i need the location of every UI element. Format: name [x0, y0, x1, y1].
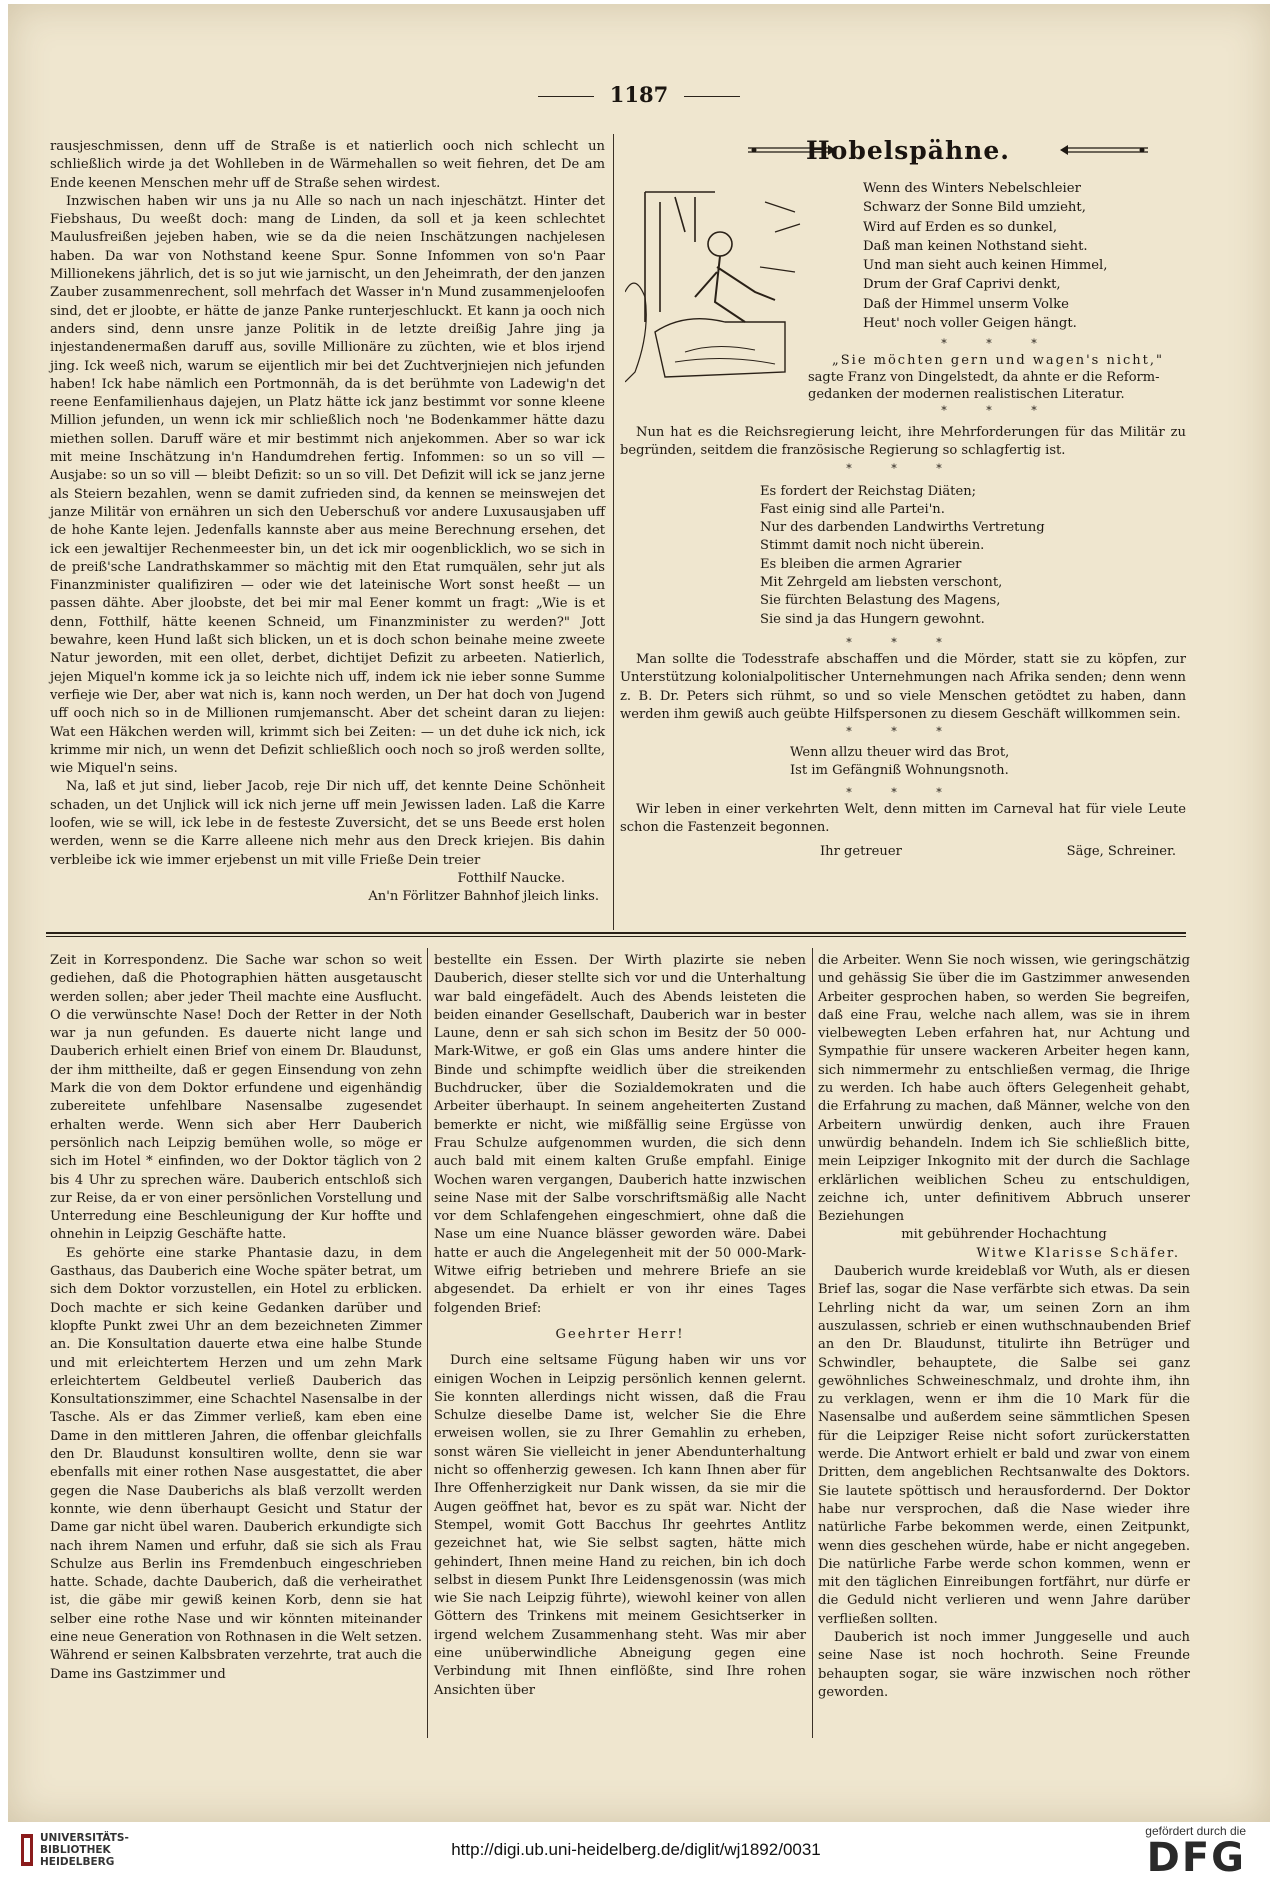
story-column-2	[434, 952, 806, 1700]
letter-address: An'n Förlitzer Bahnhof jleich links.	[368, 889, 599, 905]
section-divider	[46, 932, 1186, 934]
hobel-signature: Säge, Schreiner.	[1066, 844, 1176, 860]
hobel-signature-row	[620, 843, 1186, 861]
poem-line: Ist im Gefängniß Wohnungsnoth.	[790, 763, 1009, 779]
newspaper-page	[8, 4, 1270, 1822]
story-paragraph: Dauberich ist noch immer Junggeselle und auch seine Nase ist noch hochroth. Seine Freunde behaupten sogar, sie wäre inzwischen noch röther geworden.	[818, 1629, 1190, 1700]
story-paragraph: Es gehörte eine starke Phantasie dazu, in dem Gasthaus, das Dauberich eine Woche später betrat, um sich dem Doktor vorzustellen, ein Hotel zu erblicken. Doch machte er sich keine Gedanken darüber und klopfte Punkt zwei Uhr an dem bezeichneten Zimmer an. Die Konsultation dauerte etwa eine halbe Stunde und mit erleichtertem Herzen und um zehn Mark erleichtertem Geldbeutel verließ Dauberich das Konsultationszimmer, eine Schachtel Nasensalbe in der Tasche. Als er das Zimmer verließ, kam eben eine Dame in den mittleren Jahren, die offenbar gleichfalls den Dr. Blaudunst konsultiren wollte, denn sie war ebenfalls mit einer rothen Nase ausgestattet, die aber gegen die Nase Dauberichs als blaß verzollt werden konnte, wie denn überhaupt Gesicht und Statur der Dame gar nicht übel waren. Dauberich erkundigte sich nach ihrem Namen und erfuhr, daß sie sich als Frau Schulze aus Berlin ins Fremdenbuch eingeschrieben hatte. Schade, dachte Dauberich, daß die verheirathet ist, die gäbe mir gewiß keinen Korb, denn sie hat selber eine rothe Nase und wir könnten miteinander eine neue Generation von Rothnasen in die Welt setzen. Während er seinen Kalbsbraten verzehrte, trat auch die Dame ins Gastzimmer und	[50, 1245, 422, 1682]
column-divider	[812, 948, 813, 1738]
poem-line: Es bleiben die armen Agrarier	[760, 556, 962, 572]
separator-asterisks: * * *	[846, 785, 960, 799]
poem-winter	[863, 179, 1107, 333]
hobel-column	[620, 424, 1186, 862]
separator-asterisks: * * *	[941, 404, 1055, 417]
letter-closing: mit gebührender Hochachtung	[901, 1227, 1107, 1243]
story-column-3	[818, 952, 1190, 1702]
letter-salutation: Geehrter Herr!	[555, 1326, 685, 1342]
hobel-paragraph: Man sollte die Todesstrafe abschaffen und die Mörder, statt sie zu köpfen, zur Unterstützung kolonialpolitischer Unternehmungen nach Afrika senden; denn wenn z. B. Dr. Peters sich rühmt, so und so viele Menschen getödtet zu haben, dann werden ihm gewiß auch geübte Hilfspersonen zu diesem Geschäft willkommen sein.	[620, 651, 1186, 722]
quote-attribution: sagte Franz von Dingelstedt, da ahnte er die Reform-	[808, 370, 1160, 385]
story-paragraph: bestellte ein Essen. Der Wirth plazirte sie neben Dauberich, dieser stellte sich vor und die Unterhaltung war bald eingefädelt. Auch des Abends leisteten die beiden einander Gesellschaft, Dauberich war in bester Laune, denn er sah sich schon im Besitz der 50 000-Mark-Witwe, er goß ein Glas ums andere hinter die Binde und schimpfte weidlich über die streikenden Buchdrucker, über die Sozialdemokraten und die Arbeiter überhaupt. In seinem angeheiterten Zustand bemerkte er nicht, wie mißfällig seine Ergüsse von Frau Schulze aufgenommen wurden, die sich denn auch bald mit einem kalten Gruße empfahl. Einige Wochen waren vergangen, Dauberich hatte inzwischen seine Nase mit der Salbe vorschriftsmäßig alle Nacht vor dem Schlafengehen eingeschmiert, ohne daß die Nase um eine Nuance blässer geworden wäre. Dabei hatte er auch die Angelegenheit mit der 50 000-Mark-Witwe eifrig betrieben und mehrere Briefe an sie abgesendet. Da erhielt er von ihr eines Tages folgenden Brief:	[434, 953, 806, 1316]
source-url[interactable]: http://digi.ub.uni-heidelberg.de/diglit/wj1892/0031	[451, 1840, 821, 1859]
section-title: Hobelspähne.	[806, 136, 1010, 165]
poem-line: Schwarz der Sonne Bild umzieht,	[863, 200, 1086, 216]
letter-signature: Witwe Klarisse Schäfer.	[976, 1245, 1180, 1261]
poem-line: Wenn des Winters Nebelschleier	[863, 181, 1081, 196]
quote-block	[808, 336, 1188, 419]
footer-bar	[0, 1822, 1272, 1881]
carpenter-illustration	[625, 172, 805, 400]
quote-text: „Sie möchten gern und wagen's nicht,"	[832, 353, 1164, 368]
page-number: 1187	[8, 82, 1270, 107]
letter-paragraph: rausjeschmissen, denn uff de Straße is et natierlich ooch nich schlecht un schließlich wirde ja det Wohlleben in de Wärmehallen so weit fiehren, det De am Ende keenen Menschen mehr uff de Straße sehen wirdest.	[50, 139, 605, 191]
funding-note: gefördert durch die	[1145, 1824, 1246, 1838]
poem-line: Und man sieht auch keinen Himmel,	[863, 258, 1108, 274]
letter-paragraph: Na, laß et jut sind, lieber Jacob, reje Dir nich uff, det kennte Deine Schönheit schaden, un det Unjlick will ick nich jerne uff mein Jewissen laden. Laß die Karre loofen, wie se will, ick lebe in de festeste Zuversicht, det se uns Beede erst holen werden, wenn se die Karre alleene nich mehr aus den Dreck kriejen. Bis dahin verbleibe ick wie immer erjebenst un mit ville Frieße Dein treier	[50, 779, 605, 868]
poem-line: Es fordert der Reichstag Diäten;	[760, 483, 977, 499]
poem-line: Drum der Graf Caprivi denkt,	[863, 277, 1061, 293]
ornament-right-icon	[1058, 143, 1148, 157]
poem-line: Fast einig sind alle Partei'n.	[760, 501, 945, 517]
story-paragraph: Dauberich wurde kreideblaß vor Wuth, als er diesen Brief las, sogar die Nase verfärbte sich etwas. Da sein Lehrling nicht da war, um seinen Zorn an ihm auszulassen, schrieb er einen wuthschnaubenden Brief an den Dr. Blaudunst, titulirte ihn Betrüger und Schwindler, behauptete, die Salbe sei ganz gewöhnliches Schweineschmalz, und drohte ihm, ihn zu verklagen, wenn er ihm die 10 Mark für die Nasensalbe und außerdem seine sämmtlichen Spesen für die Leipziger Reise nicht sofort zurückerstatten werde. Die Antwort erhielt er bald und zwar von einem Dritten, dem angeblichen Rechtsanwalte des Doktors. Sie lautete spöttisch und herausfordernd. Der Doktor habe nur versprochen, daß die Nase wieder ihre natürliche Farbe bekommen werde, einen Zeitpunkt, wenn dies geschehen würde, habe er nicht angegeben. Die natürliche Farbe werde schon kommen, wenn er mit den täglichen Einreibungen fortfährt, nur dürfe er die Geduld nicht verlieren und wenn Jahre darüber verfließen sollten.	[818, 1264, 1190, 1627]
separator-asterisks: * * *	[846, 725, 960, 739]
poem-line: Sie sind ja das Hungern gewohnt.	[760, 611, 985, 627]
column-divider	[613, 134, 614, 930]
letter-signature: Fotthilf Naucke.	[457, 870, 565, 886]
poem-line: Wird auf Erden es so dunkel,	[863, 219, 1058, 235]
hobel-paragraph: Nun hat es die Reichsregierung leicht, ihre Mehrforderungen für das Militär zu begründen, seitdem die französische Regierung so schlagfertig ist.	[620, 425, 1186, 459]
section-divider	[46, 936, 1186, 937]
letter-column	[50, 138, 605, 906]
poem-line: Wenn allzu theuer wird das Brot,	[790, 745, 1010, 761]
poem-line: Daß der Himmel unserm Volke	[863, 296, 1069, 312]
quote-attribution: gedanken der modernen realistischen Literatur.	[808, 387, 1125, 402]
column-divider	[427, 948, 428, 1738]
dfg-logo: DFG	[1146, 1835, 1246, 1881]
library-name: UNIVERSITÄTS- BIBLIOTHEK HEIDELBERG	[40, 1832, 129, 1868]
poem-reichstag	[620, 483, 1186, 629]
separator-asterisks: * * *	[941, 337, 1055, 350]
poem-line: Stimmt damit noch nicht überein.	[760, 538, 985, 554]
poem-line: Sie fürchten Belastung des Magens,	[760, 593, 1001, 609]
story-column-1	[50, 952, 422, 1684]
closing-text: Ihr getreuer	[820, 844, 902, 860]
story-paragraph: Durch eine seltsame Fügung haben wir uns vor einigen Wochen in Leipzig persönlich kennen gelernt. Sie konnten allerdings nicht wissen, daß die Frau Schulze dieselbe Dame ist, welcher Sie die Ehre erweisen wollen, sie zu Ihrer Gemahlin zu erheben, sonst wären Sie vielleicht in jener Abendunterhaltung nicht so offenherzig gewesen. Ich kann Ihnen aber für Ihre Offenherzigkeit nur Dank wissen, da sie mir die Augen geöffnet hat, bevor es zu spät war. Nicht der Stempel, womit Gott Bacchus Ihr geehrtes Antlitz gezeichnet hat, wie Sie selbst sagten, hätte mich gehindert, Ihnen meine Hand zu reichen, bin ich doch selbst in diesem Punkt Ihre Leidensgenossin (was mich wie Sie nach Leipzig führte), wiewohl keiner von allen Göttern des Trinkens mit meinem Gesichtserker in irgend welchem Zusammenhang steht. Was mir aber eine unüberwindliche Abneigung gegen eine Verbindung mit Ihnen einflößte, sind Ihre rohen Ansichten über	[434, 1353, 806, 1698]
poem-line: Daß man keinen Nothstand sieht.	[863, 238, 1088, 254]
story-paragraph: die Arbeiter. Wenn Sie noch wissen, wie geringschätzig und gehässig Sie über die im Gastzimmer anwesenden Arbeiter gesprochen haben, so werden Sie begreifen, daß eine Frau, welche nach allem, was sie in ihrem vielbewegten Leben erfahren hat, nur Achtung und Sympathie für unsere wackeren Arbeiter hegen kann, sich nimmermehr zu entschließen vermag, die Ihrige zu werden. Ich habe auch öfters Gelegenheit gehabt, die Erfahrung zu machen, daß Männer, welche von den Arbeitern unwürdig denken, auch ihre Frauen unwürdig behandeln. Indem ich Sie schließlich bitte, mein Leipziger Inkognito mit der durch die Sachlage erklärlichen weiblichen Scheu zu entschuldigen, zeichne ich, unter definitivem Abbruch unserer Beziehungen	[818, 953, 1190, 1225]
poem-line: Nur des darbenden Landwirths Vertretung	[760, 520, 1045, 536]
poem-line: Heut' noch voller Geigen hängt.	[863, 316, 1077, 332]
poem-brot	[620, 744, 1186, 781]
letter-paragraph: Inzwischen haben wir uns ja nu Alle so nach un nach injeschätzt. Hinter det Fiebshaus, Du weeßt doch: mang de Linden, da soll et ja keen schlechtet Maulusfreißen jejeben haben, wie se da die neien Inschätzungen nachjelesen haben. Da war von Nothstand keene Spur. Sonne Infommen von so'n Paar Millionekens jährlich, det is so jut wie jarnischt, un den Jeheimrath, der den janzen Zauber zusammenrechent, soll mehrfach det Wasser in'n Mund zusammenjeloofen sind, det er jloobte, er hätte de janze Panke runterjeschluckt. Et kann ja ooch nich anders sind, denn unsre janze Politik in de letzte dreißig Jahre jing ja injestandenermaßen daruff aus, soville Millionäre zu züchten, wie et blos irjend jing. Ick weeß nich, warum se eijentlich mir bei det Zuchtverjniejen nich jefunden haben! Ick habe nämlich een Portmonnäh, da is det berühmte von Ladewig'n det reene Eenfamilienhaus dajejen, un Platz hätte ick janz bestimmt vor sonne kleene Million jefunden, un wenn ick mir schließlich noch 'ne Bodenkammer hätte dazu miethen sollen. Daruff wäre et mir bestimmt nich anjekommen. Aber so war ick mit meine Inschätzung in'n Handumdrehen fertig. Infommen: so un so vill — Ausjabe: so un so vill — bleibt Defizit: so un so vill. Det Defizit will ick se janz jerne als Steiern bezahlen, wenn se damit zufrieden sind, da kennen se meinswejen det janze Militär von ernähren un sich den Ueberschuß vor andere Luxusausjaben uff de hohe Kante lejen. Jedenfalls kannste aber aus meine Berechnung ersehen, det ick een jewaltijer Rechenmeester bin, un det ick mir oogenblicklich, wo se sich in de preiß'sche Landrathskammer so mächtig mit den Etat rumquälen, sehr jut als Finanzminister qualifiziren — oder wie det lateinische Wort sonst heeßt — un passen dähte. Aber jloobste, det bei mir mal Eener kommt un fragt: „Wie is et denn, Fotthilf, hätte keenen Schneid, um Finanzminister zu werden?" Jott bewahre, keen Hund laßt sich blicken, un et is doch schon beinahe meine zweete Natur jeworden, mit een ollet, derbet, dichtijet Defizit zu arbeeten. Natierlich, jejen Miquel'n komme ick ja so leichte nich uff, indem ick nie ieber sonne Summe verfieje wie Der, aber wat nich is, kann noch werden, un Der hat doch von Jugend uff ooch nich so in de Millionen rumjemanscht. Aber det scheint daran zu liejen: Wat een Häkchen werden will, krimmt sich bei Zeiten: — un det duhe ick nich, ick krimme mir nich, un wenn det Defizit schließlich ooch noch so jroß werden sollte, wie Miquel'n seins.	[50, 193, 605, 777]
poem-line: Mit Zehrgeld am liebsten verschont,	[760, 575, 1003, 591]
story-paragraph: Zeit in Korrespondenz. Die Sache war schon so weit gediehen, daß die Photographien hätten ausgetauscht werden sollen; aber jeder Theil machte eine Ausflucht. O die verwünschte Nase! Doch der Retter in der Noth war ja nun gefunden. Es dauerte nicht lange und Dauberich erhielt einen Brief von einem Dr. Blaudunst, der ihm mittheilte, daß er gegen Einsendung von zehn Mark die von dem Doktor erfundene und eigenhändig zubereitete unfehlbare Nasensalbe zugesendet erhalten werde. Wenn sich aber Herr Dauberich persönlich nach Leipzig bemühen wolle, so möge er sich im Hotel * einfinden, wo der Doktor täglich von 2 bis 4 Uhr zu sprechen wäre. Dauberich entschloß sich zur Reise, da er von einer persönlichen Vorstellung und Unterredung eine Beschleunigung der Kur hoffte und ohnehin in Leipzig Geschäfte hatte.	[50, 953, 422, 1243]
separator-asterisks: * * *	[846, 461, 960, 475]
hobel-paragraph: Wir leben in einer verkehrten Welt, denn mitten im Carneval hat für viele Leute schon die Fastenzeit begonnen.	[620, 801, 1186, 836]
separator-asterisks: * * *	[846, 635, 960, 649]
